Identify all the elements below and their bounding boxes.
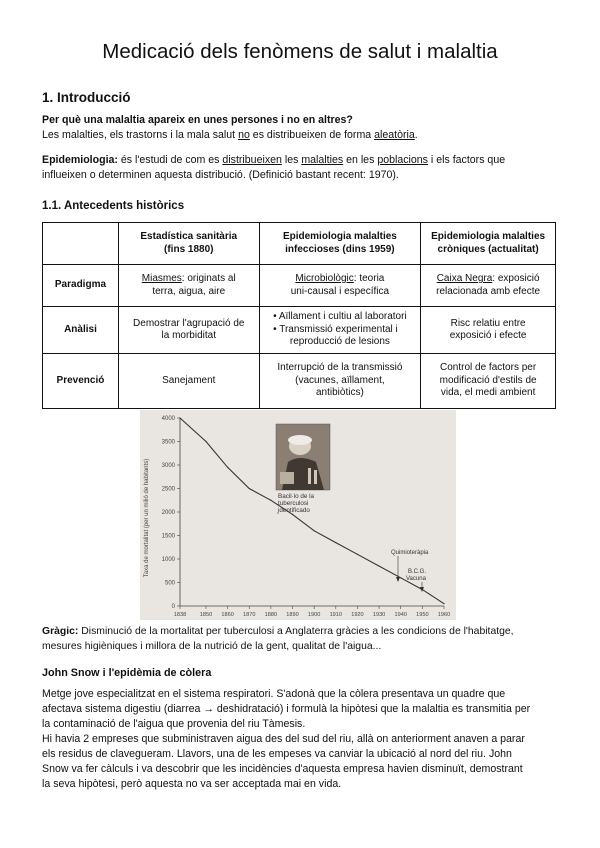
data-point [443, 603, 444, 604]
cell-text: (vacunes, aïllament, [295, 374, 385, 386]
underlined-term: no [238, 129, 250, 141]
caption-text: Disminució de la mortalitat per tuberculosi a Anglaterra gràcies a les condicions de l'habitatge, [78, 626, 514, 637]
data-point [270, 500, 271, 501]
x-tick-label: 1860 [221, 612, 234, 618]
annotation-text: tuberculosi [278, 500, 309, 507]
cell-text: : originats al [181, 273, 236, 284]
text-span: i els factors que [427, 154, 506, 166]
header-text: infeccioses (dins 1959) [285, 243, 395, 255]
cell-text: terra, aigua, aire [152, 285, 226, 297]
x-tick-label: 1920 [351, 612, 364, 618]
row-header: Prevenció [43, 354, 119, 409]
header-text: Epidemiologia malalties [431, 231, 546, 242]
cell-text: relacionada amb efecte [436, 285, 541, 297]
x-tick-label: 1900 [307, 612, 321, 618]
table-cell [118, 307, 259, 354]
section-heading-history: 1.1. Antecedents històrics [42, 200, 185, 212]
text-span: es distribueixen de forma [249, 129, 375, 141]
table-cell [259, 354, 421, 409]
table-row [43, 307, 556, 354]
x-tick-label: 1850 [199, 612, 213, 618]
text-span: influeixen o determinen aquesta distribució. (Definició bastant recent: 1970). [42, 169, 399, 181]
row-header: Paradigma [43, 265, 119, 307]
paragraph-line: afectava sistema digestiu (diarrea → deshidratació) i formulà la hipòtesi que la malaltia es transmitia per [42, 703, 531, 715]
epidemiology-definition [42, 153, 567, 183]
x-tick-label: 1960 [437, 612, 451, 618]
underlined-term: Microbiològic [295, 273, 354, 284]
table-header [259, 223, 421, 265]
bullet-item: • Transmissió experimental i [273, 323, 398, 335]
page-title: Medicació dels fenòmens de salut i malaltia [102, 40, 498, 63]
figure-caption [42, 624, 567, 654]
annotation-text: Bacil·lo de la [278, 493, 315, 500]
scientist-photo [276, 424, 330, 490]
y-axis-label: Taxa de mortalitat (per un milió de habitants) [144, 458, 150, 578]
table-row [43, 265, 556, 307]
x-tick-label: 1940 [394, 612, 407, 618]
data-point [179, 417, 180, 418]
text-span: les [281, 154, 302, 166]
caption-text: mesures higièniques i millora de la nutrició de la gent, qualitat de l'aigua... [42, 641, 382, 652]
bullet-item: reproducció de lesions [289, 336, 390, 348]
annotation-text: identificado [278, 507, 310, 514]
x-tick-label: 1870 [243, 612, 256, 618]
history-table [42, 222, 556, 409]
y-tick-label: 2000 [161, 510, 175, 516]
table-header [118, 223, 259, 265]
data-point [205, 441, 206, 442]
paragraph-line: la contaminació de l'aigua que provenia del riu Tàmesis. [42, 718, 306, 730]
header-text: (fins 1880) [164, 243, 214, 255]
x-tick-label: 1880 [264, 612, 278, 618]
table-row [43, 354, 556, 409]
header-text: cròniques (actualitat) [437, 243, 539, 255]
cell-text: Demostrar l'agrupació de [133, 317, 245, 329]
data-point [400, 577, 401, 578]
underlined-term: distribueixen [222, 154, 282, 166]
cell-text: antibiòtics) [315, 387, 364, 399]
underlined-term: Caixa Negra [436, 273, 493, 284]
paragraph-line: la seva hipòtesi, però aquesta no va ser acceptada mai en vida. [42, 778, 342, 790]
cell-text: exposició i efecte [449, 330, 527, 341]
y-tick-label: 4000 [161, 416, 175, 422]
y-tick-label: 0 [171, 604, 175, 610]
data-point [227, 467, 228, 468]
annotation-arrowhead [420, 587, 424, 592]
text-span: en les [343, 154, 378, 166]
y-tick-label: 1000 [161, 557, 175, 563]
data-point [314, 530, 315, 531]
definition-label: Epidemiologia: [42, 154, 118, 166]
table-cell [259, 265, 421, 307]
cell-text: Risc relatiu entre [450, 317, 526, 329]
cell-text: : teoria [353, 273, 385, 284]
cell-text: Control de factors per [440, 362, 537, 374]
cell-text: uni-causal i específica [290, 285, 390, 297]
x-tick-label: 1910 [329, 612, 343, 618]
x-tick-label: 1930 [372, 612, 386, 618]
data-point [378, 565, 379, 566]
table-cell [259, 307, 421, 354]
paragraph-line: Snow va fer càlculs i va descobrir que les incidències d'aquesta empresa havien disminuït, demostrant [42, 763, 523, 775]
underlined-term: aleatòria [374, 129, 415, 141]
underlined-term: Miasmes [141, 273, 182, 284]
caption-label: Gràgic: [42, 626, 79, 637]
cell-text: la morbiditat [161, 330, 216, 341]
y-tick-label: 1500 [161, 533, 175, 540]
underlined-term: malalties [301, 154, 344, 166]
data-point [357, 554, 358, 555]
paragraph-line: Metge jove especialitzat en el sistema respiratori. S'adonà que la còlera presentava un quadre que [42, 688, 506, 700]
bullet-item: • Aïllament i cultiu al laboratori [273, 311, 407, 323]
annotation-text: Vacuna [406, 576, 426, 582]
tuberculosis-mortality-chart [140, 410, 456, 620]
data-point [335, 542, 336, 543]
text-span: Les malalties, els trastorns i la mala salut [42, 129, 239, 141]
section-heading-introduction: 1. Introducció [42, 90, 131, 105]
underlined-term: poblacions [377, 154, 428, 166]
table-header [421, 223, 556, 265]
y-tick-label: 3000 [161, 463, 175, 469]
intro-question: Per què una malaltia apareix en unes persones i no en altres? [42, 114, 353, 126]
intro-line [42, 128, 567, 143]
table-cell [421, 307, 556, 354]
paragraph-line: els residus de clavegueram. Llavors, una de les empeses va canviar la ubicació al nord del riu. John [42, 748, 512, 760]
text-span: és l'estudi de com es [117, 154, 223, 166]
bullet-list [273, 311, 407, 349]
annotation-text: Quimioteràpia [391, 550, 429, 556]
header-text: Epidemiologia malalties [282, 231, 397, 242]
row-header: Anàlisi [43, 307, 119, 354]
x-tick-label: 1890 [286, 612, 299, 618]
annotation-text: B.C.G. [408, 569, 427, 575]
john-snow-paragraph [42, 687, 567, 792]
cell-text: vida, el medi ambient [440, 387, 536, 399]
y-tick-label: 3500 [161, 439, 175, 446]
cell-text: Interrupció de la transmissió [277, 362, 403, 374]
table-cell: Sanejament [118, 354, 259, 409]
y-tick-label: 500 [164, 580, 175, 587]
y-tick-label: 2500 [161, 486, 175, 493]
cell-text: : exposició [492, 273, 540, 284]
data-point [249, 488, 250, 489]
table-corner [43, 223, 119, 265]
x-tick-label: 1950 [416, 612, 429, 618]
section-heading-john-snow: John Snow i l'epidèmia de còlera [42, 667, 212, 679]
x-tick-label: 1838 [173, 612, 187, 618]
header-text: Estadística sanitària [140, 231, 238, 242]
tuberculosis-chart-figure [140, 410, 456, 620]
annotation-arrowhead [396, 577, 400, 582]
table-cell [421, 265, 556, 307]
text-span: . [414, 129, 418, 141]
table-cell [421, 354, 556, 409]
table-cell [118, 265, 259, 307]
cell-text: modificació d'estils de [439, 374, 537, 386]
paragraph-line: Hi havia 2 empreses que subministraven aigua des del sud del riu, allà on anteriorment anaven a parar [42, 733, 525, 745]
